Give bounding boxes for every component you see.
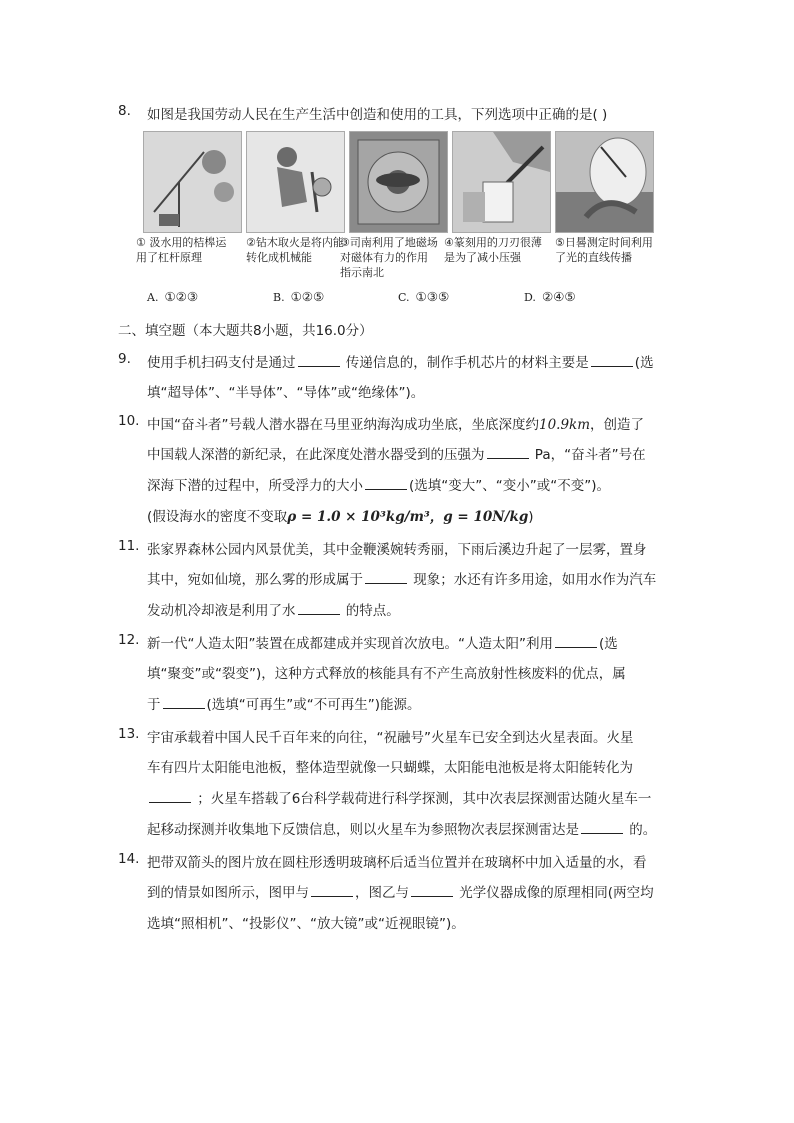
q11-line-1: 张家界森林公园内风景优美，其中金鞭溪婉转秀丽，下雨后溪边升起了一层雾，置身 [147, 542, 647, 558]
q13-line-3: ；火星车搭载了6台科学载荷进行科学探测，其中次表层探测雷达随火星车一 [147, 787, 651, 807]
q10-line-2: 中国载人深潜的新纪录，在此深度处潜水器受到的压强为 Pa，“奋斗者”号在 [147, 447, 646, 463]
question-number: 10. [118, 413, 140, 429]
fire-drill-image [246, 131, 345, 233]
q13-line-4: 起移动探测并收集地下反馈信息，则以火星车为参照物次表层探测雷达是 的。 [147, 822, 657, 838]
question-number: 11. [118, 538, 140, 554]
question-number: 8. [118, 103, 131, 119]
q12-line-3: 于 (选填“可再生”或“不可再生”)能源。 [147, 697, 421, 713]
answer-blank[interactable] [298, 601, 340, 615]
answer-blank[interactable] [411, 883, 453, 897]
answer-blank[interactable] [555, 634, 597, 648]
caption-1: ① 汲水用的桔槔运用了杠杆原理 [136, 236, 227, 264]
question-number: 14. [118, 851, 140, 867]
answer-blank[interactable] [149, 789, 191, 803]
caption-5: ⑤日晷测定时间利用了光的直线传播 [555, 236, 653, 264]
answer-blank[interactable] [591, 353, 633, 367]
compass-sinan-image [349, 131, 448, 233]
question-number: 9. [118, 351, 131, 367]
q10-line-4: (假设海水的密度不变取ρ = 1.0 × 10³kg/m³，g = 10N/kg) [147, 509, 534, 525]
sundial-image [555, 131, 654, 233]
answer-blank[interactable] [487, 445, 529, 459]
question-number: 13. [118, 726, 140, 742]
caption-3: ③司南利用了地磁场对磁体有力的作用指示南北 [340, 236, 438, 279]
option-a[interactable]: A. ①②③ [147, 289, 199, 304]
q9-line-2: 填“超导体”、“半导体”、“导体”或“绝缘体”)。 [147, 385, 425, 401]
section-title: 二、填空题（本大题共8小题，共16.0分） [118, 323, 373, 339]
q13-line-2: 车有四片太阳能电池板，整体造型就像一只蝴蝶，太阳能电池板是将太阳能转化为 [147, 760, 633, 776]
q11-line-3: 发动机冷却液是利用了水 的特点。 [147, 603, 400, 619]
q14-line-2: 到的情景如图所示，图甲与 ，图乙与 光学仪器成像的原理相同(两空均 [147, 885, 654, 901]
answer-blank[interactable] [163, 695, 205, 709]
caption-2: ②钻木取火是将内能转化成机械能 [246, 236, 344, 264]
q14-line-3: 选填“照相机”、“投影仪”、“放大镜”或“近视眼镜”)。 [147, 916, 465, 932]
q12-line-1: 新一代“人造太阳”装置在成都建成并实现首次放电。“人造太阳”利用 (选 [147, 636, 618, 652]
answer-blank[interactable] [365, 476, 407, 490]
q9-line-1: 使用手机扫码支付是通过 传递信息的，制作手机芯片的材料主要是 (选 [147, 355, 654, 371]
option-b[interactable]: B. ①②⑤ [273, 289, 325, 304]
q13-line-1: 宇宙承载着中国人民千百年来的向往，“祝融号”火星车已安全到达火星表面。火星 [147, 730, 634, 746]
q12-line-2: 填“聚变”或“裂变”)，这种方式释放的核能具有不产生高放射性核废料的优点，属 [147, 666, 626, 682]
caption-4: ④篆刻用的刀刃很薄是为了减小压强 [444, 236, 542, 264]
q11-line-2: 其中，宛如仙境，那么雾的形成属于 现象；水还有许多用途，如用水作为汽车 [147, 572, 657, 588]
tool-images [136, 131, 663, 281]
answer-blank[interactable] [311, 883, 353, 897]
q10-line-3: 深海下潜的过程中，所受浮力的大小 (选填“变大”、“变小”或“不变”)。 [147, 478, 610, 494]
well-sweep-image [143, 131, 242, 233]
question-stem: 如图是我国劳动人民在生产生活中创造和使用的工具，下列选项中正确的是( ) [147, 107, 608, 123]
question-number: 12. [118, 632, 140, 648]
option-c[interactable]: C. ①③⑤ [398, 289, 450, 304]
answer-blank[interactable] [298, 353, 340, 367]
answer-blank[interactable] [581, 820, 623, 834]
q10-line-1: 中国“奋斗者”号载人潜水器在马里亚纳海沟成功坐底，坐底深度约10.9km，创造了 [147, 417, 645, 433]
q14-line-1: 把带双箭头的图片放在圆柱形透明玻璃杯后适当位置并在玻璃杯中加入适量的水，看 [147, 855, 647, 871]
option-d[interactable]: D. ②④⑤ [524, 289, 576, 304]
answer-blank[interactable] [365, 570, 407, 584]
seal-carving-image [452, 131, 551, 233]
